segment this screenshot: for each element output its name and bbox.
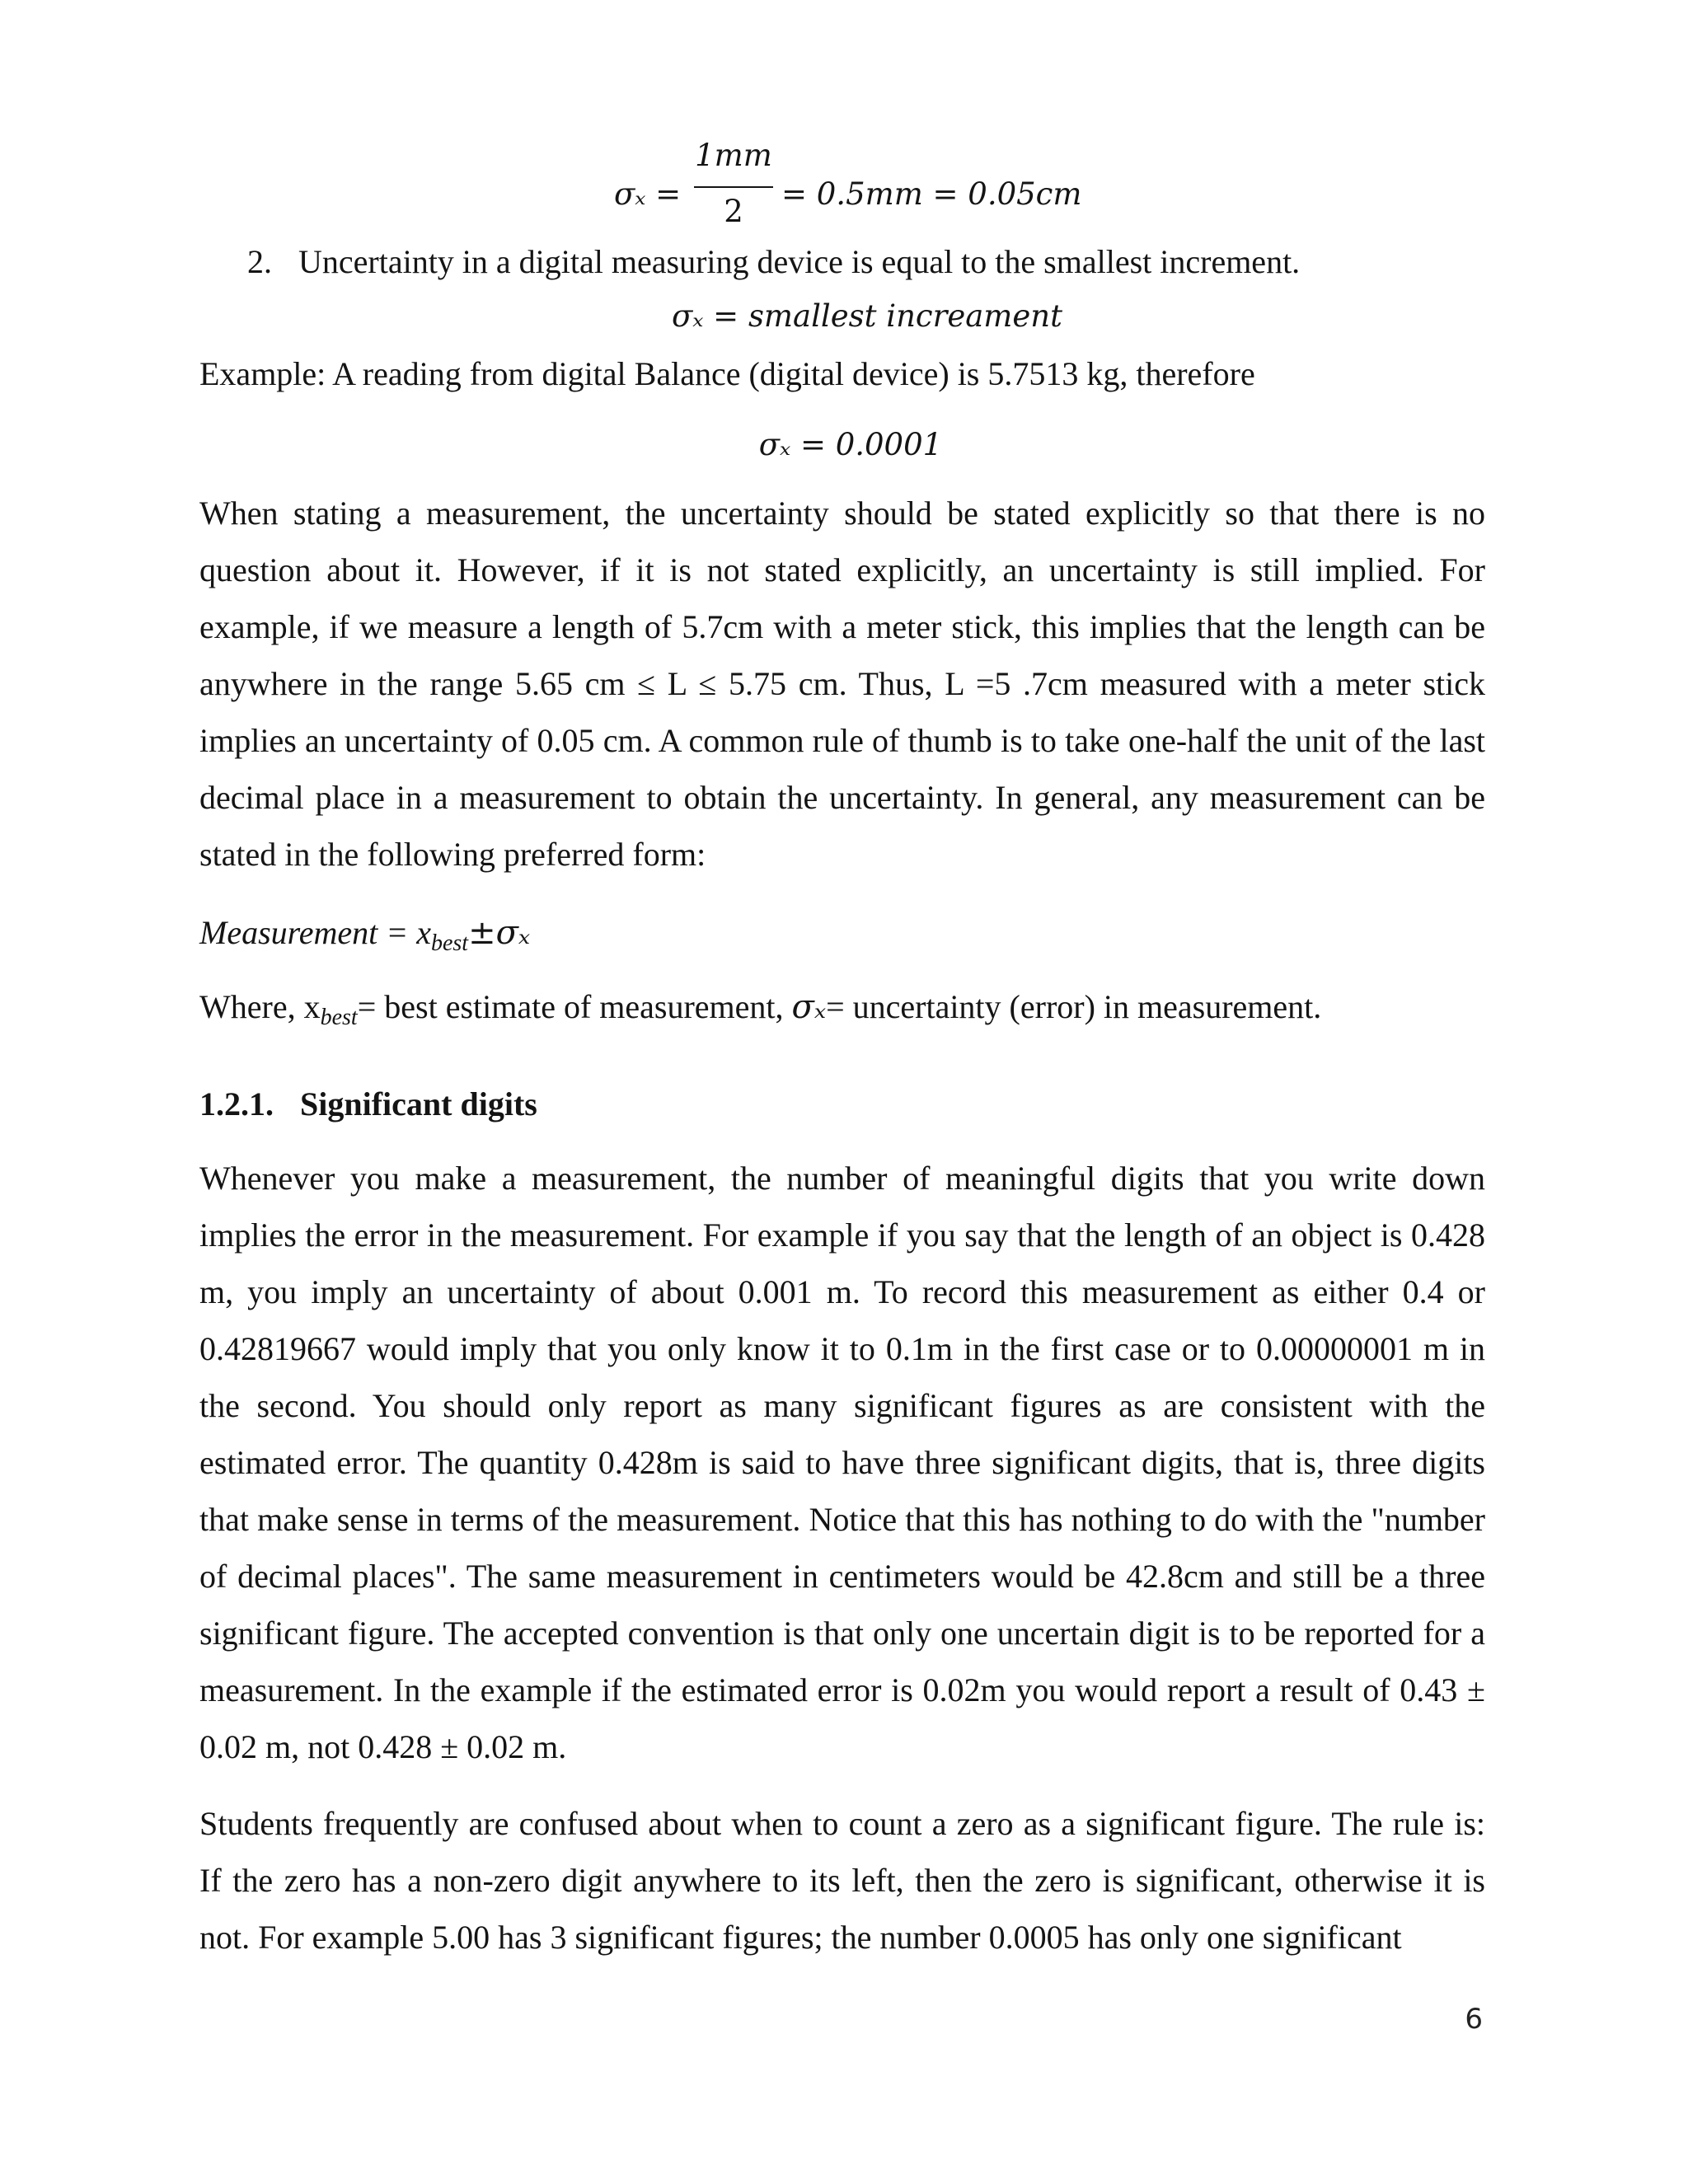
section-heading [199, 1085, 537, 1123]
where-definition [199, 987, 1321, 1031]
list-item-text: Uncertainty in a digital measuring device is equal to the smallest increment. [298, 243, 1301, 280]
formula-rest: ±σₓ [468, 914, 531, 952]
where-subscript: best [320, 1005, 358, 1030]
measurement-formula [199, 913, 530, 957]
example-line: Example: A reading from digital Balance (digital device) is 5.7513 kg, therefore [199, 355, 1255, 392]
where-text-2: = uncertainty (error) in measurement. [826, 988, 1322, 1025]
fraction-numerator: 1mm [695, 138, 772, 173]
list-item-number: 2. [247, 243, 272, 280]
page-number: 6 [1465, 2003, 1483, 2036]
section-title: Significant digits [300, 1085, 537, 1122]
formula-subscript: best [430, 930, 469, 956]
fraction [692, 140, 775, 227]
equation-rhs: = 0.5mm = 0.05cm [781, 176, 1082, 212]
paragraph-uncertainty: When stating a measurement, the uncertainty should be stated explicitly so that there is no question about it. However, if it is not stated explicitly, an uncertainty is still implied. For example, if we measure a length of 5.7cm with a meter stick, this implies that the length can be anywhere in the range 5.65 cm ≤ L ≤ 5.75 cm. Thus, L =5 .7cm measured with a meter stick implies an uncertainty of 0.05 cm. A common rule of thumb is to take one-half the unit of the last decimal place in a measurement to obtain the uncertainty. In general, any measurement can be stated in the following preferred form: [199, 494, 1485, 873]
formula-label: Measurement = x [199, 914, 431, 951]
fraction-bar [694, 186, 773, 188]
section-number: 1.2.1. [199, 1085, 274, 1122]
fraction-denominator: 2 [724, 194, 743, 229]
where-prefix: Where, x [199, 988, 321, 1025]
paragraph-significant-digits: Whenever you make a measurement, the number of meaningful digits that you write down implies the error in the measurement. For example if you say that the length of an object is 0.428 m, you imply an uncertainty of about 0.001 m. To record this measurement as either 0.4 or 0.42819667 would imply that you only know it to 0.1m in the first case or to 0.00000001 m in the second. You should only report as many significant figures as are consistent with the estimated error. The quantity 0.428m is said to have three significant digits, that is, three digits that make sense in terms of the measurement. Notice that this has nothing to do with the "number of decimal places". The same measurement in centimeters would be 42.8cm and still be a three significant figure. The accepted convention is that only one uncertain digit is to be reported for a measurement. In the example if the estimated error is 0.02m you would report a result of 0.43 ± 0.02 m, not 0.428 ± 0.02 m. [199, 1160, 1485, 1765]
paragraph-zero-rule: Students frequently are confused about when to count a zero as a significant figure. The rule is: If the zero has a non-zero digit anywhere to its left, then the zero is significant, otherwise it is not. For example 5.00 has 3 significant figures; the number 0.0005 has only one significant [199, 1805, 1485, 1956]
equation-smallest-increment: σₓ = smallest increament [672, 298, 1062, 334]
equation-lhs: σₓ = [614, 176, 682, 212]
where-text-1: = best estimate of measurement, [357, 988, 792, 1025]
where-sigma: σₓ [791, 988, 827, 1026]
equation-sigma-value: σₓ = 0.0001 [758, 427, 943, 462]
